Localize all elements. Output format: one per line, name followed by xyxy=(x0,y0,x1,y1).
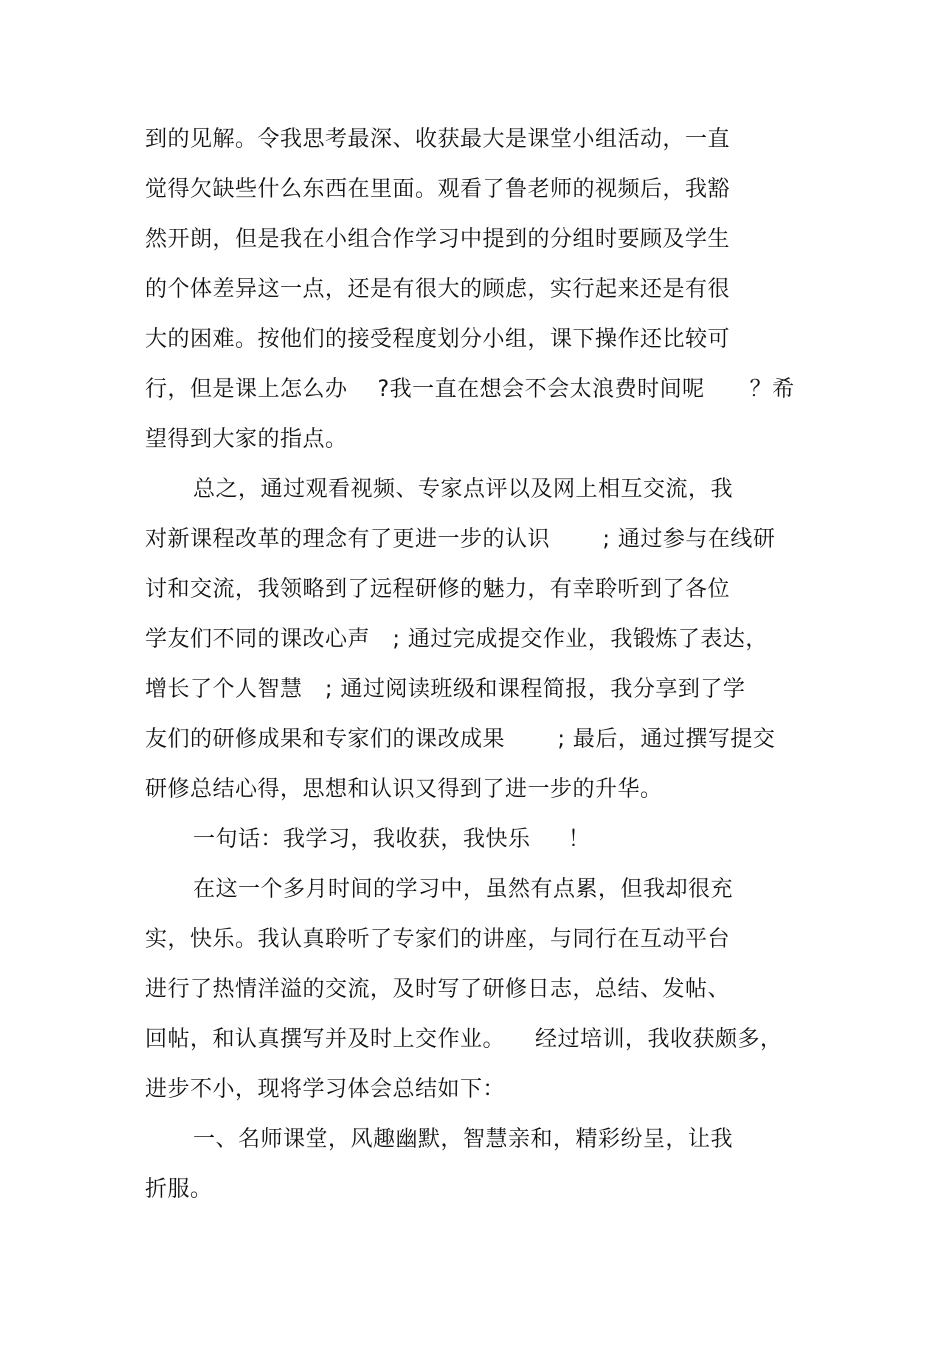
paragraph-line: 研修总结心得，思想和认识又得到了进一步的升华。 xyxy=(145,777,663,802)
paragraph-line: 一句话：我学习，我收获，我快乐 ！ xyxy=(193,827,591,852)
paragraph-line: 增长了个人智慧 ; 通过阅读班级和课程简报，我分享到了学 xyxy=(145,677,746,702)
paragraph-line: 友们的研修成果和专家们的课改成果 ; 最后，通过撰写提交 xyxy=(145,727,776,752)
paragraph-line: 行，但是课上怎么办 ?我一直在想会不会太浪费时间呢 ？希 xyxy=(145,377,795,402)
paragraph-line: 进步不小，现将学习体会总结如下： xyxy=(145,1077,506,1102)
paragraph-line: 学友们不同的课改心声 ; 通过完成提交作业，我锻炼了表达， xyxy=(145,627,768,652)
paragraph-line: 折服。 xyxy=(145,1177,213,1202)
paragraph-line: 回帖，和认真撰写并及时上交作业。 经过培训，我收获颇多， xyxy=(145,1027,783,1052)
paragraph-line: 然开朗，但是我在小组合作学习中提到的分组时要顾及学生 xyxy=(145,227,731,252)
paragraph-line: 望得到大家的指点。 xyxy=(145,427,348,452)
paragraph-line: 总之，通过观看视频、专家点评以及网上相互交流，我 xyxy=(193,477,734,502)
paragraph-line: 一、名师课堂，风趣幽默，智慧亲和，精彩纷呈，让我 xyxy=(193,1127,734,1152)
paragraph-line: 的个体差异这一点，还是有很大的顾虑，实行起来还是有很 xyxy=(145,277,731,302)
paragraph-line: 实，快乐。我认真聆听了专家们的讲座，与同行在互动平台 xyxy=(145,927,731,952)
paragraph-line: 进行了热情洋溢的交流，及时写了研修日志，总结、发帖、 xyxy=(145,977,731,1002)
paragraph-line: 在这一个多月时间的学习中，虽然有点累，但我却很充 xyxy=(193,877,734,902)
paragraph-line: 觉得欠缺些什么东西在里面。观看了鲁老师的视频后，我豁 xyxy=(145,177,731,202)
paragraph-line: 讨和交流，我领略到了远程研修的魅力，有幸聆听到了各位 xyxy=(145,577,731,602)
paragraph-line: 到的见解。令我思考最深、收获最大是课堂小组活动，一直 xyxy=(145,127,731,152)
paragraph-line: 大的困难。按他们的接受程度划分小组，课下操作还比较可 xyxy=(145,327,731,352)
paragraph-line: 对新课程改革的理念有了更进一步的认识 ; 通过参与在线研 xyxy=(145,527,776,552)
